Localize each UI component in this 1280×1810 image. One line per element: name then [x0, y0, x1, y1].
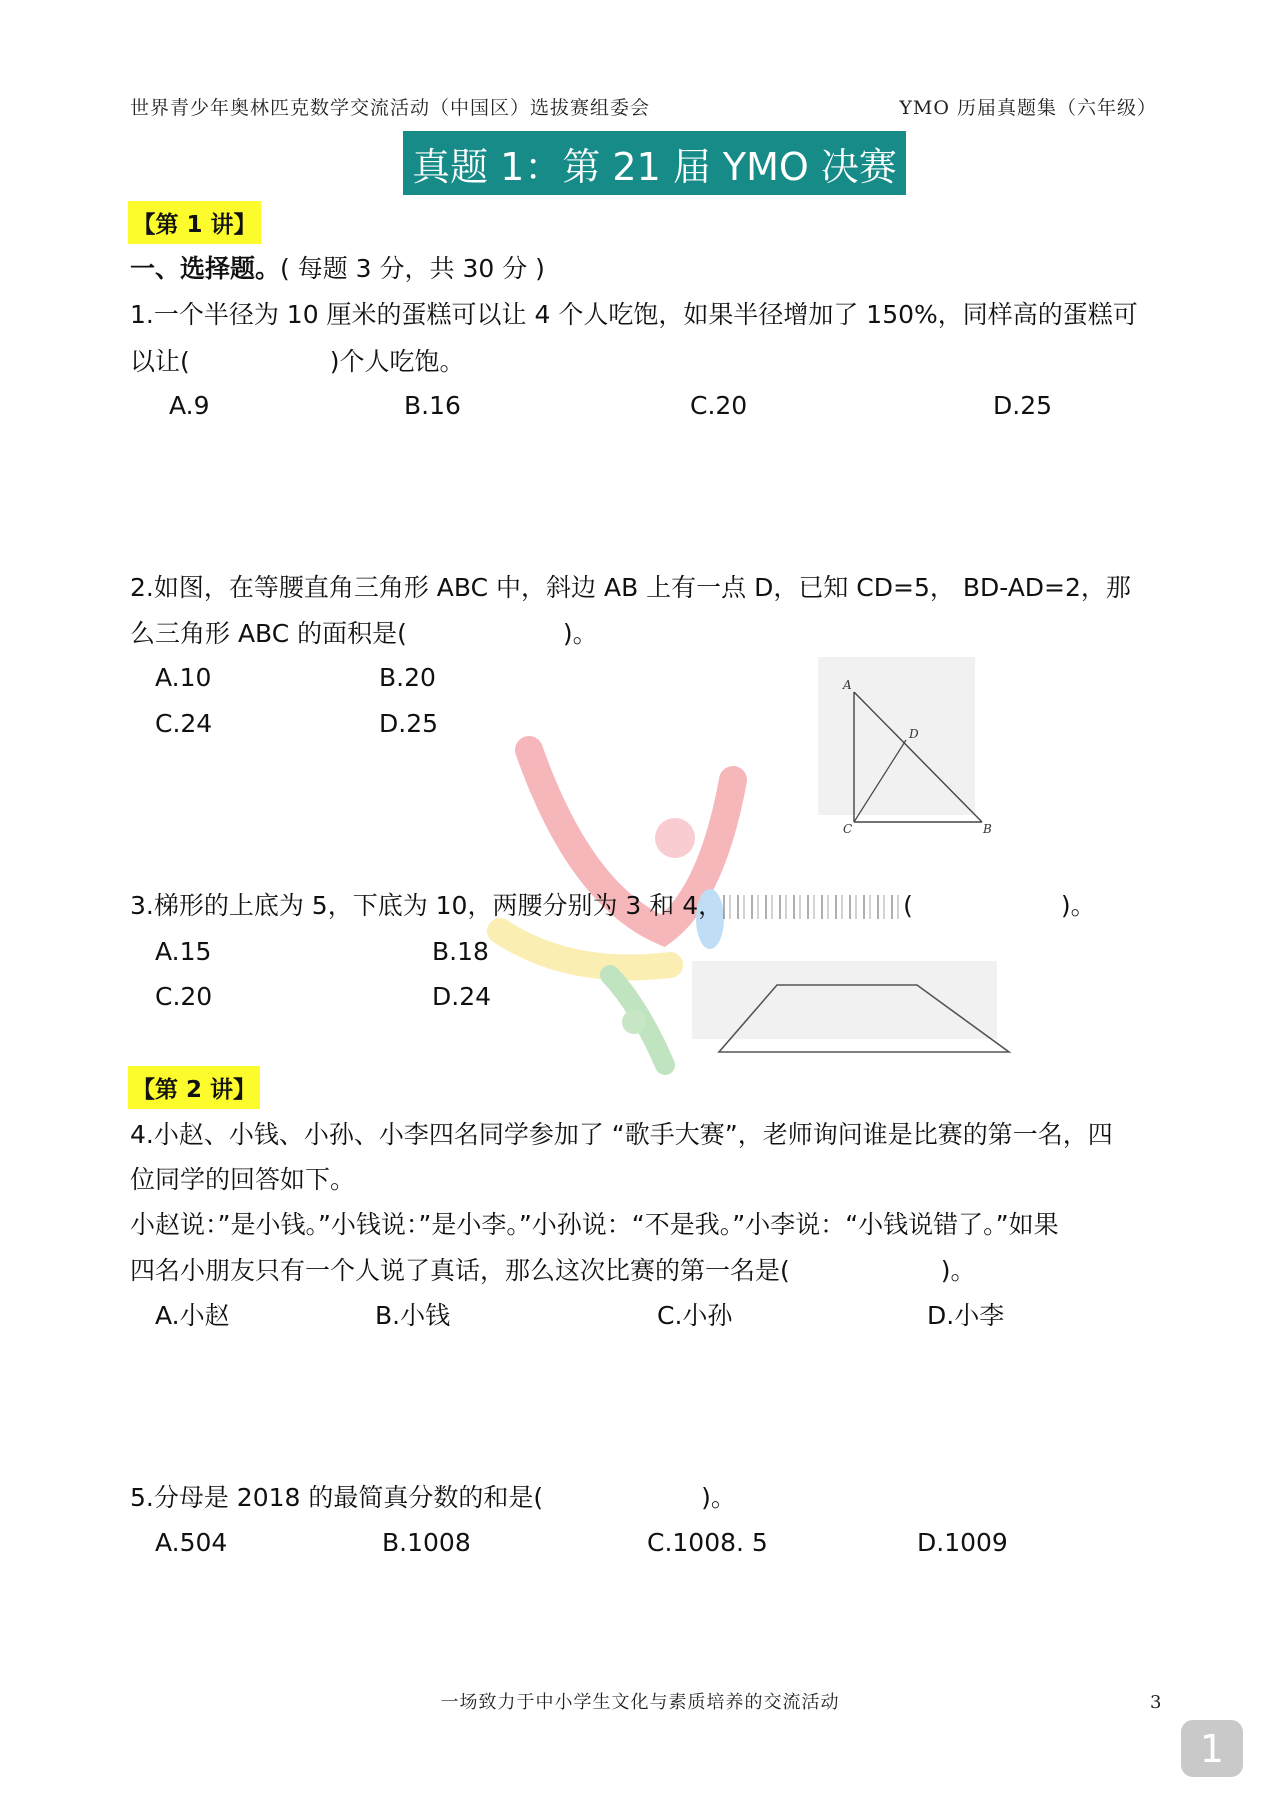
question-1-line-1: 1.一个半径为 10 厘米的蛋糕可以让 4 个人吃饱，如果半径增加了 150%，同样高的蛋糕可: [130, 300, 1138, 329]
question-3-stem-after: )。: [1060, 891, 1096, 920]
question-5-stem-before: 5.分母是 2018 的最简真分数的和是(: [130, 1483, 544, 1512]
triangle-label-b: B: [983, 822, 993, 836]
triangle-hypotenuse-ab: [854, 692, 982, 822]
question-1-option-d: D.25: [993, 391, 1053, 420]
question-1-stem-before: 以让(: [130, 347, 190, 376]
question-2-option-b: B.20: [379, 663, 436, 692]
triangle-label-c: C: [843, 822, 853, 836]
question-5-line-1: [130, 1483, 736, 1513]
triangle-figure: [818, 657, 993, 836]
question-3-line-1: [130, 891, 1096, 921]
question-1-option-b: B.16: [404, 391, 461, 420]
page-title: 真题 1：第 21 届 YMO 决赛: [412, 144, 897, 189]
page-number: 3: [1150, 1692, 1163, 1713]
answer-blank: [407, 641, 563, 642]
answer-blank: [790, 1278, 941, 1279]
question-2-option-a: A.10: [155, 663, 212, 692]
triangle-label-a: A: [843, 678, 853, 692]
question-3-option-c: C.20: [155, 982, 213, 1011]
section-heading: [130, 254, 545, 284]
question-2-line-2: [130, 619, 598, 649]
question-4-option-b: B.小钱: [375, 1301, 451, 1330]
question-5-option-a: A.504: [155, 1528, 228, 1557]
question-5-stem-after: )。: [701, 1483, 736, 1512]
title-banner: [403, 131, 906, 195]
question-1-option-c: C.20: [690, 391, 748, 420]
question-5-option-c: C.1008. 5: [647, 1528, 768, 1557]
question-5-option-d: D.1009: [917, 1528, 1008, 1557]
answer-blank: [190, 369, 330, 370]
header-organizer: 世界青少年奥林匹克数学交流活动（中国区）选拔赛组委会: [130, 97, 651, 119]
question-4-line-3: 小赵说：”是小钱。”小钱说：”是小李。”小孙说：“不是我。”小李说：“小钱说错了。”如果: [130, 1210, 1059, 1239]
footer-slogan: 一场致力于中小学生文化与素质培养的交流活动: [440, 1692, 840, 1713]
question-2-stem-after: )。: [562, 619, 598, 648]
answer-blank: [543, 1505, 701, 1506]
trapezoid-figure: [692, 961, 997, 1039]
question-1-option-a: A.9: [169, 391, 210, 420]
page-indicator-badge: [1181, 1720, 1243, 1777]
watermark-green-circle: [622, 1010, 646, 1034]
question-3-option-d: D.24: [432, 982, 492, 1011]
lecture-2-text: 【第 2 讲】: [131, 1077, 257, 1103]
question-4-line-1: 4.小赵、小钱、小孙、小李四名同学参加了 “歌手大赛”，老师询问谁是比赛的第一名，四: [130, 1120, 1113, 1149]
section-scoring: ( 每题 3 分，共 30 分 ): [280, 254, 545, 283]
section-title: 一、选择题。: [130, 254, 281, 283]
obscured-text-noise: [723, 895, 903, 919]
question-1-line-2: [130, 347, 465, 377]
lecture-1-text: 【第 1 讲】: [132, 212, 257, 238]
trapezoid-shape: [719, 985, 1009, 1052]
question-4-stem-after: )。: [940, 1256, 976, 1285]
question-2-option-d: D.25: [379, 709, 439, 738]
lecture-1-label: [128, 201, 261, 244]
question-4-option-d: D.小李: [927, 1301, 1005, 1330]
question-5-option-b: B.1008: [382, 1528, 471, 1557]
question-1-stem-after: )个人吃饱。: [329, 347, 465, 376]
watermark-head-circle: [655, 818, 695, 858]
question-2-option-c: C.24: [155, 709, 213, 738]
answer-blank: [913, 913, 1061, 914]
question-4-option-c: C.小孙: [657, 1301, 733, 1330]
question-4-line-4: [130, 1256, 976, 1286]
question-2-line-1: 2.如图，在等腰直角三角形 ABC 中，斜边 AB 上有一点 D，已知 CD=5， BD-AD=2，那: [130, 573, 1131, 602]
triangle-diagram: [838, 676, 995, 834]
question-4-stem-before: 四名小朋友只有一个人说了真话，那么这次比赛的第一名是(: [130, 1256, 790, 1285]
question-4-line-2: 位同学的回答如下。: [130, 1165, 356, 1194]
triangle-label-d: D: [909, 727, 919, 741]
question-3-option-b: B.18: [432, 937, 489, 966]
question-2-stem-before: 么三角形 ABC 的面积是(: [130, 619, 407, 648]
question-3-blank-open: (: [903, 891, 913, 920]
lecture-2-label: [128, 1066, 260, 1109]
header-collection: YMO 历届真题集（六年级）: [899, 97, 1157, 119]
question-3-option-a: A.15: [155, 937, 212, 966]
question-4-option-a: A.小赵: [155, 1301, 230, 1330]
question-3-stem-before: 3.梯形的上底为 5，下底为 10，两腰分别为 3 和 4，: [130, 891, 724, 920]
trapezoid-diagram: [712, 980, 1017, 1058]
page-indicator-number: 1: [1199, 1726, 1225, 1771]
triangle-segment-cd: [854, 740, 906, 822]
